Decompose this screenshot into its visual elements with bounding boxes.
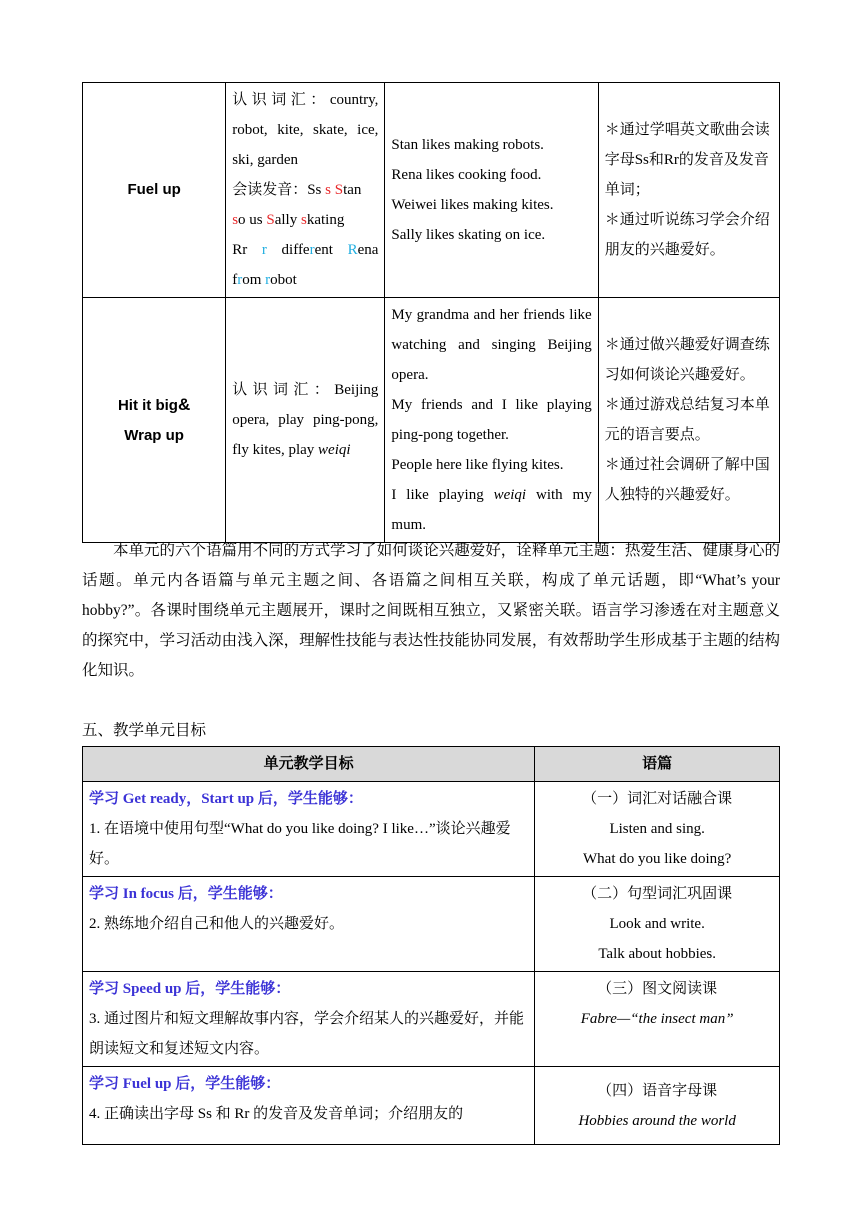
unit-content-table (82, 82, 780, 543)
goals-cell: ＊通过学唱英文歌曲会读字母Ss和Rr的发音及发音单词； ＊通过听说练习学会介绍朋友的兴趣爱好。 (598, 83, 779, 298)
phonics-r-cont: from robot (232, 272, 297, 288)
table-row: 学习 Get ready，Start up 后，学生能够： 1. 在语境中使用句型“What do you like doing? I like…”谈论兴趣爱好。 （一）词汇对话融合课 Listen and sing. What do you like doing? (83, 782, 780, 877)
table-header-row (83, 747, 780, 782)
sentences-cell: Stan likes making robots. Rena likes cooking food. Weiwei likes making kites. Sally likes skating on ice. (385, 83, 598, 298)
vocabulary-cell (226, 83, 385, 298)
header-goals: 单元教学目标 (83, 747, 535, 782)
phonics-r: Rr r different Rena (232, 242, 379, 258)
vocabulary-cell: 认识词汇：Beijing opera, play ping-pong, fly kites, play weiqi (226, 298, 385, 543)
stage-cell: Fuel up (83, 83, 226, 298)
phonics-s: Ss s Stan so us Sally skating (232, 182, 362, 228)
table-row: 学习 In focus 后，学生能够： 2. 熟练地介绍自己和他人的兴趣爱好。 （二）句型词汇巩固课 Look and write. Talk about hobbies. (83, 877, 780, 972)
goals-cell: ＊通过做兴趣爱好调查练习如何谈论兴趣爱好。 ＊通过游戏总结复习本单元的语言要点。 ＊通过社会调研了解中国人独特的兴趣爱好。 (598, 298, 779, 543)
phonics-label: 会读发音： (232, 182, 308, 198)
unit-summary-paragraph: 本单元的六个语篇用不同的方式学习了如何谈论兴趣爱好，诠释单元主题：热爱生活、健康身心的话题。单元内各语篇与单元主题之间、各语篇之间相互关联，构成了单元话题，即“What’s your hobby?”。各课时围绕单元主题展开，课时之间既相互独立，又紧密关联。语言学习渗透在对主题意义的探究中，学习活动由浅入深，理解性技能与表达性技能协同发展，有效帮助学生形成基于主题的结构化知识。 (82, 542, 780, 679)
stage-cell: Hit it big& Wrap up (83, 298, 226, 543)
sentences-cell: My grandma and her friends like watching and singing Beijing opera. My friends and I like playing ping-pong together. People here like flying kites. I like playing weiqi with my mum. (385, 298, 598, 543)
table-row: 学习 Fuel up 后，学生能够： 4. 正确读出字母 Ss 和 Rr 的发音及发音单词；介绍朋友的 （四）语音字母课 Hobbies around the world (83, 1067, 780, 1145)
vocab-line: 认识词汇：country, robot, kite, skate, ice, ski, garden (232, 92, 379, 168)
table-row: 学习 Speed up 后，学生能够： 3. 通过图片和短文理解故事内容，学会介绍某人的兴趣爱好，并能朗读短文和复述短文内容。 （三）图文阅读课 Fabre—“the insect man” (83, 972, 780, 1067)
unit-goals-table (82, 746, 780, 1145)
header-texts: 语篇 (535, 747, 780, 782)
section-heading: 五、教学单元目标 (82, 722, 207, 739)
table-row (83, 298, 780, 543)
table-row (83, 83, 780, 298)
